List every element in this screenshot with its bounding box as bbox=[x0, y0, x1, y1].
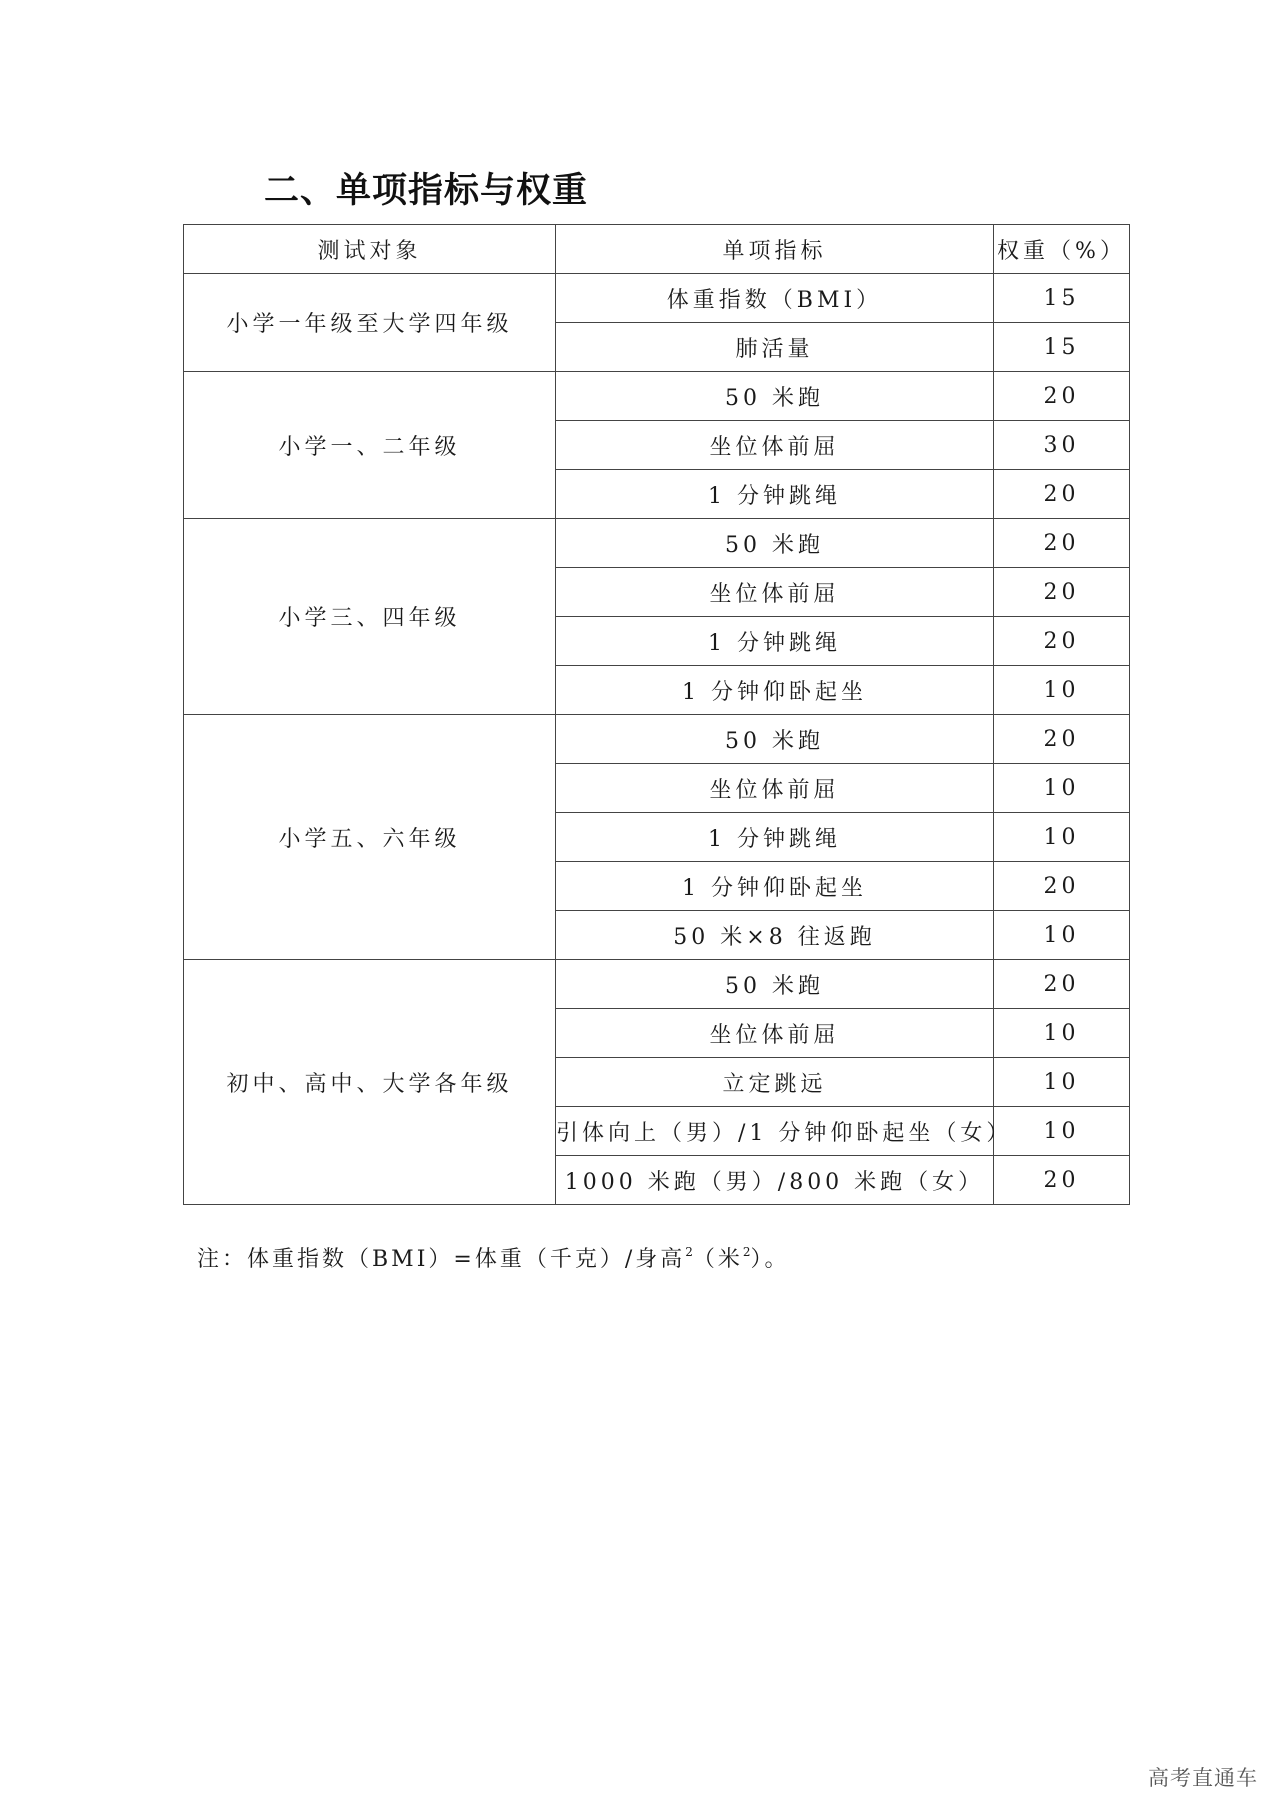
table-row bbox=[184, 519, 1130, 568]
note-text-2: （米 bbox=[692, 1247, 743, 1272]
weight-cell: 30 bbox=[994, 421, 1130, 470]
indicator-weight-table bbox=[183, 224, 1130, 1205]
table-row bbox=[184, 960, 1130, 1009]
weight-cell: 10 bbox=[994, 813, 1130, 862]
indicator-cell: 坐位体前屈 bbox=[556, 568, 994, 617]
test-target-cell: 初中、高中、大学各年级 bbox=[184, 960, 556, 1205]
table-row bbox=[184, 715, 1130, 764]
indicator-cell: 1 分钟跳绳 bbox=[556, 470, 994, 519]
test-target-cell: 小学五、六年级 bbox=[184, 715, 556, 960]
indicator-cell: 坐位体前屈 bbox=[556, 421, 994, 470]
weight-cell: 10 bbox=[994, 1009, 1130, 1058]
indicator-cell: 立定跳远 bbox=[556, 1058, 994, 1107]
weight-cell: 10 bbox=[994, 911, 1130, 960]
weight-cell: 15 bbox=[994, 323, 1130, 372]
test-target-cell: 小学一年级至大学四年级 bbox=[184, 274, 556, 372]
weight-cell: 20 bbox=[994, 617, 1130, 666]
indicator-cell: 1 分钟跳绳 bbox=[556, 813, 994, 862]
indicator-cell: 50 米跑 bbox=[556, 372, 994, 421]
indicator-cell: 1 分钟仰卧起坐 bbox=[556, 666, 994, 715]
table-row bbox=[184, 274, 1130, 323]
weight-cell: 20 bbox=[994, 960, 1130, 1009]
header-indicator: 单项指标 bbox=[556, 225, 994, 274]
indicator-cell: 50 米×8 往返跑 bbox=[556, 911, 994, 960]
indicator-cell: 1 分钟仰卧起坐 bbox=[556, 862, 994, 911]
weight-cell: 20 bbox=[994, 862, 1130, 911]
table-header-row bbox=[184, 225, 1130, 274]
indicator-cell: 引体向上（男）/1 分钟仰卧起坐（女） bbox=[556, 1107, 994, 1156]
weight-cell: 10 bbox=[994, 1058, 1130, 1107]
indicator-cell: 坐位体前屈 bbox=[556, 764, 994, 813]
note-text-1: 注：体重指数（BMI）=体重（千克）/身高 bbox=[197, 1247, 686, 1272]
header-test-target: 测试对象 bbox=[184, 225, 556, 274]
table-header bbox=[184, 225, 1130, 274]
indicator-cell: 50 米跑 bbox=[556, 519, 994, 568]
weight-cell: 20 bbox=[994, 372, 1130, 421]
test-target-cell: 小学三、四年级 bbox=[184, 519, 556, 715]
note-text-3: ）。 bbox=[750, 1247, 790, 1272]
note-superscript-2: 2 bbox=[742, 1245, 751, 1259]
weight-cell: 10 bbox=[994, 1107, 1130, 1156]
weight-cell: 20 bbox=[994, 568, 1130, 617]
bmi-formula-note bbox=[197, 1237, 790, 1275]
weight-cell: 10 bbox=[994, 666, 1130, 715]
indicator-cell: 50 米跑 bbox=[556, 715, 994, 764]
weight-cell: 20 bbox=[994, 715, 1130, 764]
indicator-cell: 1 分钟跳绳 bbox=[556, 617, 994, 666]
watermark: 高考直通车 bbox=[1148, 1766, 1258, 1790]
note-superscript-1: 2 bbox=[685, 1245, 693, 1259]
table-row bbox=[184, 372, 1130, 421]
indicator-cell: 体重指数（BMI） bbox=[556, 274, 994, 323]
weight-cell: 20 bbox=[994, 470, 1130, 519]
test-target-cell: 小学一、二年级 bbox=[184, 372, 556, 519]
weight-cell: 15 bbox=[994, 274, 1130, 323]
indicator-cell: 肺活量 bbox=[556, 323, 994, 372]
weight-cell: 20 bbox=[994, 519, 1130, 568]
weight-cell: 10 bbox=[994, 764, 1130, 813]
section-title: 二、单项指标与权重 bbox=[264, 171, 589, 211]
weight-cell: 20 bbox=[994, 1156, 1130, 1205]
indicator-cell: 坐位体前屈 bbox=[556, 1009, 994, 1058]
table-body bbox=[184, 274, 1130, 1205]
header-weight: 权重（%） bbox=[994, 225, 1130, 274]
indicator-cell: 50 米跑 bbox=[556, 960, 994, 1009]
indicator-cell: 1000 米跑（男）/800 米跑（女） bbox=[556, 1156, 994, 1205]
